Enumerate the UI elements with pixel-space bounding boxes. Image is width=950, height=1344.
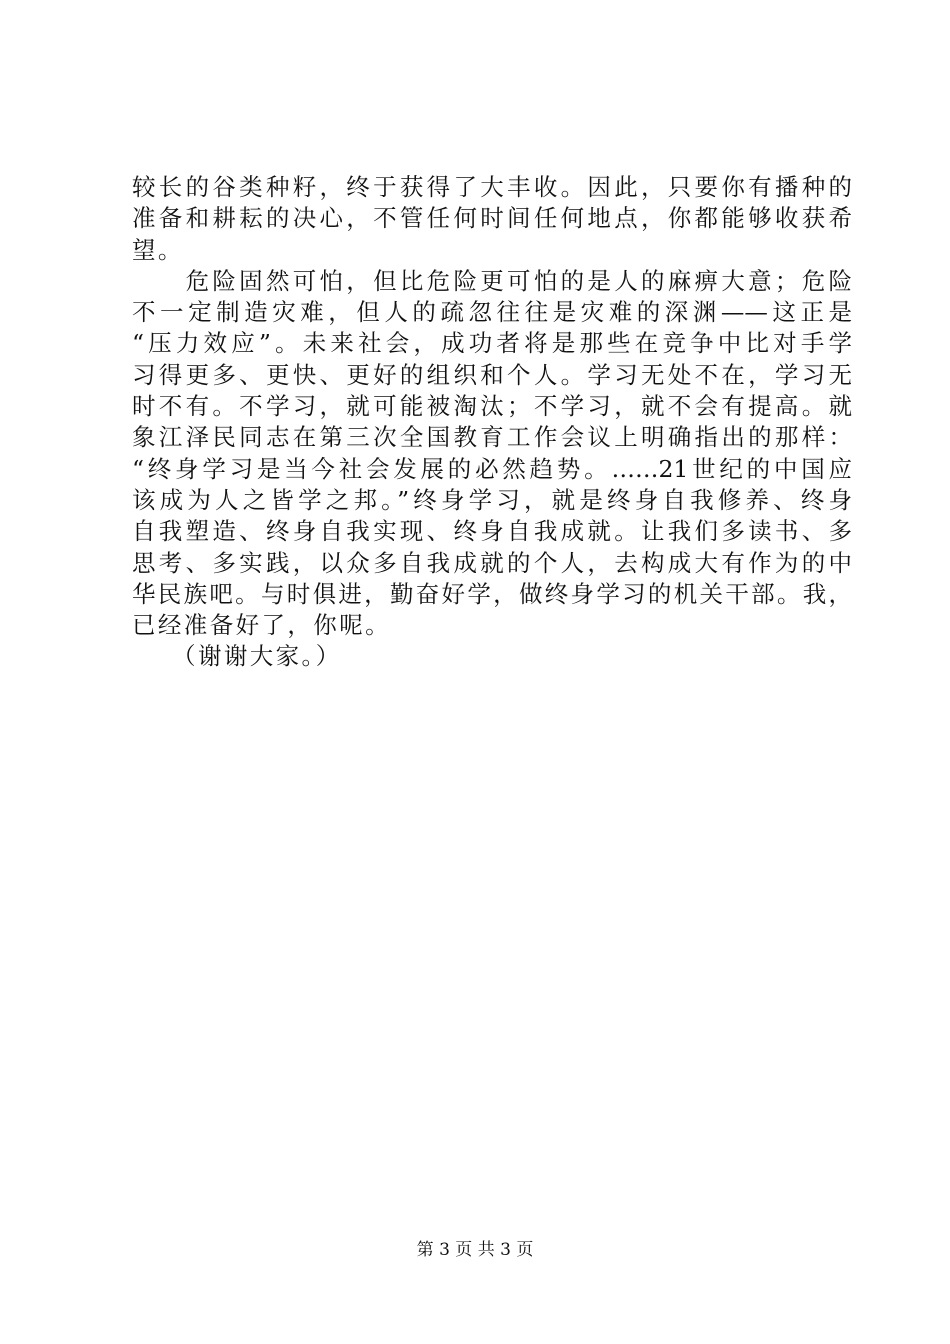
text-line: 该成为人之皆学之邦。”终身学习，就是终身自我修养、终身 — [132, 485, 852, 514]
page-number-footer: 第 3 页 共 3 页 — [416, 1240, 534, 1260]
text-line: 时不有。不学习，就可能被淘汰；不学习，就不会有提高。就 — [132, 392, 852, 421]
text-line: “压力效应”。未来社会，成功者将是那些在竞争中比对手学 — [132, 329, 852, 358]
text-line: 不一定制造灾难，但人的疏忽往往是灾难的深渊——这正是 — [132, 298, 852, 327]
text-line: 准备和耕耘的决心，不管任何时间任何地点，你都能够收获希 — [132, 204, 852, 233]
text-line: 已经准备好了，你呢。 — [132, 611, 391, 640]
text-line: 望。 — [132, 235, 184, 264]
body-text — [132, 172, 852, 673]
text-line: 习得更多、更快、更好的组织和个人。学习无处不在，学习无 — [132, 360, 852, 389]
text-line: 危险固然可怕，但比危险更可怕的是人的麻痹大意；危险 — [132, 266, 852, 295]
text-line: （谢谢大家。） — [132, 642, 342, 671]
text-line: “终身学习是当今社会发展的必然趋势。……21世纪的中国应 — [132, 454, 852, 483]
text-line: 较长的谷类种籽，终于获得了大丰收。因此，只要你有播种的 — [132, 173, 852, 201]
text-line: 华民族吧。与时俱进，勤奋好学，做终身学习的机关干部。我， — [132, 579, 852, 608]
text-line: 思考、多实践，以众多自我成就的个人，去构成大有作为的中 — [132, 548, 852, 577]
text-line: 象江泽民同志在第三次全国教育工作会议上明确指出的那样： — [132, 423, 852, 452]
text-line: 自我塑造、终身自我实现、终身自我成就。让我们多读书、多 — [132, 517, 852, 546]
